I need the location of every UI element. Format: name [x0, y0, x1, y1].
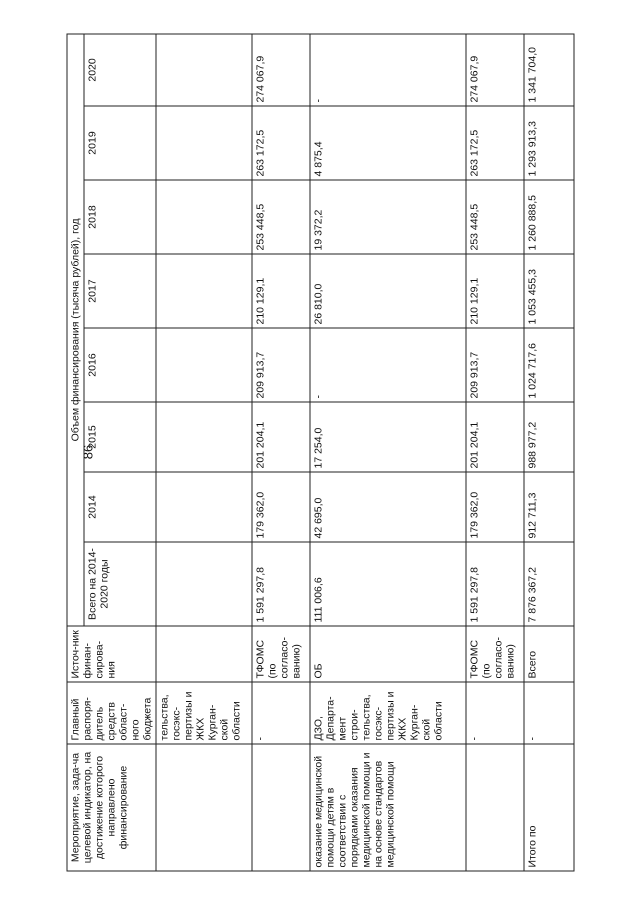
- cell-2019: 263 172,5: [252, 106, 310, 180]
- cell-2018: 1 260 888,5: [524, 180, 574, 254]
- cell-2020: 274 067,9: [466, 34, 524, 106]
- header-volume-title: Объем финансирования (тысяча рублей), год: [67, 34, 84, 626]
- header-year-2019: 2019: [84, 106, 156, 180]
- cell-2014: 179 362,0: [466, 472, 524, 542]
- cell-2016: -: [310, 328, 466, 402]
- header-total: Всего на 2014-2020 годы: [84, 542, 156, 626]
- cell-measure: [156, 744, 252, 871]
- cell-2014: 42 695,0: [310, 472, 466, 542]
- cell-2019: 4 875,4: [310, 106, 466, 180]
- cell-2016: 1 024 717,6: [524, 328, 574, 402]
- cell-2020: [156, 34, 252, 106]
- table-row: [310, 34, 466, 871]
- table-row: [524, 34, 574, 871]
- cell-measure: Итого по: [524, 744, 574, 871]
- cell-2014: 179 362,0: [252, 472, 310, 542]
- cell-manager: -: [466, 682, 524, 744]
- cell-2017: 26 810,0: [310, 254, 466, 328]
- financing-table: [66, 33, 574, 871]
- header-year-2014: 2014: [84, 472, 156, 542]
- cell-total: 1 591 297,8: [466, 542, 524, 626]
- cell-2020: -: [310, 34, 466, 106]
- cell-total: [156, 542, 252, 626]
- cell-2017: [156, 254, 252, 328]
- cell-2016: [156, 328, 252, 402]
- header-measure: Мероприятие, зада-ча целевой индикатор, на достижение которого направлено финансирование: [67, 744, 156, 871]
- cell-2015: 201 204,1: [466, 402, 524, 472]
- header-year-2018: 2018: [84, 180, 156, 254]
- cell-2018: [156, 180, 252, 254]
- cell-source: [156, 626, 252, 682]
- cell-total: 7 876 367,2: [524, 542, 574, 626]
- cell-2017: 210 129,1: [252, 254, 310, 328]
- rotated-financing-table: [66, 35, 574, 872]
- header-year-2016: 2016: [84, 328, 156, 402]
- cell-measure: [252, 744, 310, 871]
- cell-manager: тельства, госэкс-пертизы и ЖКХ Курган-ской области: [156, 682, 252, 744]
- cell-2018: 19 372,2: [310, 180, 466, 254]
- cell-total: 111 006,6: [310, 542, 466, 626]
- cell-manager: -: [252, 682, 310, 744]
- table-row: [252, 34, 310, 871]
- cell-total: 1 591 297,8: [252, 542, 310, 626]
- cell-source: ТФОМС (по согласо-ванию): [252, 626, 310, 682]
- cell-2018: 253 448,5: [466, 180, 524, 254]
- cell-2015: 17 254,0: [310, 402, 466, 472]
- header-year-2015: 2015: [84, 402, 156, 472]
- cell-2014: [156, 472, 252, 542]
- cell-2020: 274 067,9: [252, 34, 310, 106]
- cell-2017: 210 129,1: [466, 254, 524, 328]
- cell-2020: 1 341 704,0: [524, 34, 574, 106]
- header-manager: Главный распоря-дитель средств област-ного бюджета: [67, 682, 156, 744]
- page-number: 86: [80, 444, 96, 460]
- cell-2019: 1 293 913,3: [524, 106, 574, 180]
- cell-2015: 988 977,2: [524, 402, 574, 472]
- cell-2019: [156, 106, 252, 180]
- cell-2018: 253 448,5: [252, 180, 310, 254]
- cell-manager: -: [524, 682, 574, 744]
- cell-2015: 201 204,1: [252, 402, 310, 472]
- header-year-2020: 2020: [84, 34, 156, 106]
- header-source: Источ-ник финан-сирова-ния: [67, 626, 156, 682]
- cell-2015: [156, 402, 252, 472]
- cell-2014: 912 711,3: [524, 472, 574, 542]
- cell-2016: 209 913,7: [466, 328, 524, 402]
- cell-measure: [466, 744, 524, 871]
- table-row: [466, 34, 524, 871]
- cell-manager: ДЗО, Департа-мент строи-тельства, госэкс-пертизы и ЖКХ Курган-ской области: [310, 682, 466, 744]
- cell-2019: 263 172,5: [466, 106, 524, 180]
- cell-source: ТФОМС (по согласо-ванию): [466, 626, 524, 682]
- table-row: [156, 34, 252, 871]
- header-year-2017: 2017: [84, 254, 156, 328]
- cell-source: Всего: [524, 626, 574, 682]
- cell-2017: 1 053 455,3: [524, 254, 574, 328]
- cell-measure: оказание медицинской помощи детям в соответствии с порядками оказания медицинской помощи и на основе стандартов медицинской помощи: [310, 744, 466, 871]
- cell-2016: 209 913,7: [252, 328, 310, 402]
- cell-source: ОБ: [310, 626, 466, 682]
